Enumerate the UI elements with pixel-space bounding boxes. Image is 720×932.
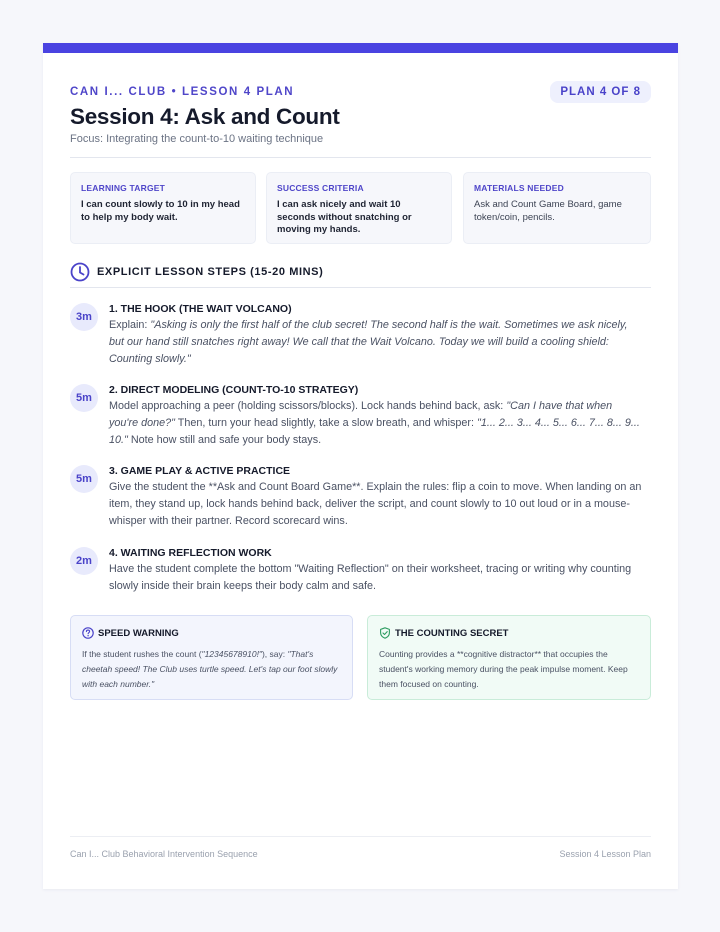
step-title: 4. WAITING REFLECTION WORK [109, 547, 272, 559]
step-body: Give the student the **Ask and Count Board Game**. Explain the rules: flip a coin to move. When landing on an item, they stand up, lock hands behind back, deliver the script, and count slowly to 10 out loud or in a mouse-whisper with their partner. Record scorecard wins. [109, 481, 642, 527]
card-text: I can count slowly to 10 in my head to help my body wait. [81, 199, 240, 223]
card-label: LEARNING TARGET [81, 183, 166, 193]
callout-body: Counting provides a **cognitive distractor** that occupies the student's working memory during the peak impulse moment. Keep them focused on counting. [379, 649, 628, 689]
callout-title: SPEED WARNING [98, 628, 179, 639]
step-quote: "Asking is only the first half of the club secret! The second half is the wait. Sometimes we ask nicely, but our hand still snatches right away! We call that the Wait Volcano. Today we will build a cooling shield: Counting slowly." [109, 319, 628, 365]
eyebrow-label: CAN I... CLUB • LESSON 4 PLAN [70, 86, 295, 98]
divider [70, 287, 651, 288]
clock-icon [70, 262, 90, 282]
materials-card [463, 172, 651, 244]
callouts [70, 615, 651, 700]
footer-left: Can I... Club Behavioral Intervention Sequence [70, 849, 258, 859]
step-title: 3. GAME PLAY & ACTIVE PRACTICE [109, 465, 291, 477]
callout-title: THE COUNTING SECRET [395, 628, 509, 639]
speed-warning-callout [70, 615, 353, 700]
shield-check-icon [379, 627, 391, 639]
focus-subtitle: Focus: Integrating the count-to-10 waiting technique [70, 133, 324, 145]
plan-badge: PLAN 4 OF 8 [550, 81, 651, 103]
steps-heading: EXPLICIT LESSON STEPS (15-20 MINS) [97, 266, 324, 278]
lesson-plan-sheet [43, 43, 678, 889]
card-text: I can ask nicely and wait 10 seconds without snatching or moving my hands. [277, 199, 412, 235]
duration-badge: 2m [70, 547, 98, 575]
step-text: Then, turn your head slightly, take a slow breath, and whisper: [174, 417, 478, 429]
callout-header [379, 627, 639, 641]
duration-badge: 5m [70, 384, 98, 412]
steps-header [70, 262, 651, 290]
callout-body [82, 647, 341, 692]
step-title: 2. DIRECT MODELING (COUNT-TO-10 STRATEGY) [109, 384, 359, 396]
step-body [109, 398, 644, 449]
overview-cards [70, 172, 651, 244]
card-text: Ask and Count Game Board, game token/coin, pencils. [474, 199, 622, 223]
step-quote: "Can I have that when you're done?" [109, 400, 613, 429]
step-text: Model approaching a peer (holding scissors/blocks). Lock hands behind back, ask: [109, 400, 507, 412]
question-circle-icon [82, 627, 94, 639]
step-text: Note how still and safe your body stays. [127, 434, 322, 446]
callout-text: If the student rushes the count ( [82, 649, 202, 659]
callout-header [82, 627, 341, 641]
page-title: Session 4: Ask and Count [70, 104, 340, 129]
step-quote: "1... 2... 3... 4... 5... 6... 7... 8... 9... 10." [109, 417, 640, 446]
callout-quote: "12345678910!" [201, 649, 262, 659]
card-label: MATERIALS NEEDED [474, 183, 564, 193]
step-body: Have the student complete the bottom "Waiting Reflection" on their worksheet, tracing or writing why counting slowly inside their brain keeps their body calm and safe. [109, 563, 632, 592]
success-criteria-card [266, 172, 452, 244]
card-label: SUCCESS CRITERIA [277, 183, 364, 193]
callout-text: ), say: [261, 649, 288, 659]
step-text: Explain: [109, 319, 151, 331]
duration-badge: 3m [70, 303, 98, 331]
duration-badge: 5m [70, 465, 98, 493]
footer-divider [70, 836, 651, 837]
learning-target-card [70, 172, 256, 244]
accent-bar [43, 43, 678, 53]
divider [70, 157, 651, 158]
footer-right: Session 4 Lesson Plan [559, 849, 651, 859]
counting-secret-callout [367, 615, 651, 700]
step-body [109, 317, 644, 368]
callout-quote: "That's cheetah speed! The Club uses turtle speed. Let's tap our foot slowly with each number." [82, 649, 338, 689]
step-title: 1. THE HOOK (THE WAIT VOLCANO) [109, 303, 292, 315]
